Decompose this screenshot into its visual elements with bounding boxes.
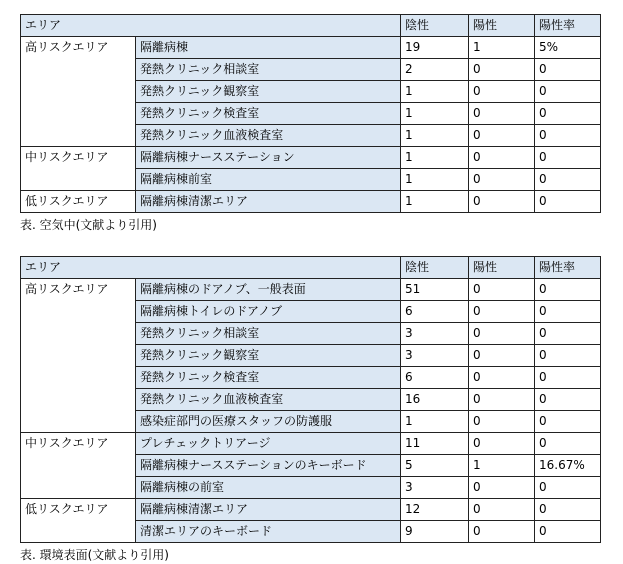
header-area: エリア	[21, 15, 401, 37]
positive-cell: 0	[469, 323, 535, 345]
place-cell: 発熱クリニック血液検査室	[136, 389, 401, 411]
table-row	[21, 37, 601, 59]
rate-cell: 0	[535, 499, 601, 521]
negative-cell: 2	[401, 59, 469, 81]
rate-cell: 0	[535, 125, 601, 147]
positive-cell: 0	[469, 103, 535, 125]
negative-cell: 11	[401, 433, 469, 455]
surface-sample-table	[20, 256, 601, 543]
place-cell: 隔離病棟トイレのドアノブ	[136, 301, 401, 323]
positive-cell: 1	[469, 37, 535, 59]
positive-cell: 0	[469, 521, 535, 543]
rate-cell: 0	[535, 301, 601, 323]
area-cell: 中リスクエリア	[21, 147, 136, 191]
place-cell: 感染症部門の医療スタッフの防護服	[136, 411, 401, 433]
negative-cell: 3	[401, 477, 469, 499]
air-sample-table	[20, 14, 601, 213]
place-cell: 発熱クリニック検査室	[136, 367, 401, 389]
table-row	[21, 499, 601, 521]
rate-cell: 0	[535, 323, 601, 345]
negative-cell: 3	[401, 323, 469, 345]
negative-cell: 1	[401, 103, 469, 125]
positive-cell: 0	[469, 81, 535, 103]
rate-cell: 0	[535, 433, 601, 455]
area-cell: 高リスクエリア	[21, 279, 136, 433]
negative-cell: 19	[401, 37, 469, 59]
header-positive-rate: 陽性率	[535, 257, 601, 279]
positive-cell: 0	[469, 345, 535, 367]
negative-cell: 1	[401, 125, 469, 147]
place-cell: 発熱クリニック観察室	[136, 345, 401, 367]
area-cell: 低リスクエリア	[21, 191, 136, 213]
header-positive: 陽性	[469, 257, 535, 279]
positive-cell: 0	[469, 279, 535, 301]
rate-cell: 0	[535, 191, 601, 213]
positive-cell: 0	[469, 433, 535, 455]
positive-cell: 0	[469, 191, 535, 213]
rate-cell: 0	[535, 103, 601, 125]
positive-cell: 0	[469, 389, 535, 411]
area-cell: 中リスクエリア	[21, 433, 136, 499]
rate-cell: 0	[535, 345, 601, 367]
header-area: エリア	[21, 257, 401, 279]
header-negative: 陰性	[401, 257, 469, 279]
place-cell: 隔離病棟前室	[136, 169, 401, 191]
negative-cell: 9	[401, 521, 469, 543]
place-cell: 清潔エリアのキーボード	[136, 521, 401, 543]
rate-cell: 0	[535, 147, 601, 169]
area-cell: 高リスクエリア	[21, 37, 136, 147]
place-cell: 隔離病棟清潔エリア	[136, 191, 401, 213]
negative-cell: 6	[401, 367, 469, 389]
place-cell: 発熱クリニック観察室	[136, 81, 401, 103]
place-cell: 発熱クリニック相談室	[136, 59, 401, 81]
table-header	[21, 15, 601, 37]
table-row	[21, 279, 601, 301]
negative-cell: 1	[401, 191, 469, 213]
negative-cell: 1	[401, 147, 469, 169]
negative-cell: 51	[401, 279, 469, 301]
area-cell: 低リスクエリア	[21, 499, 136, 543]
negative-cell: 1	[401, 169, 469, 191]
positive-cell: 0	[469, 125, 535, 147]
place-cell: 隔離病棟清潔エリア	[136, 499, 401, 521]
rate-cell: 16.67%	[535, 455, 601, 477]
rate-cell: 0	[535, 389, 601, 411]
negative-cell: 16	[401, 389, 469, 411]
negative-cell: 1	[401, 411, 469, 433]
rate-cell: 0	[535, 411, 601, 433]
table-row	[21, 433, 601, 455]
rate-cell: 0	[535, 81, 601, 103]
rate-cell: 5%	[535, 37, 601, 59]
table-caption: 表. 環境表面(文献より引用)	[20, 548, 169, 562]
place-cell: プレチェックトリアージ	[136, 433, 401, 455]
table-body	[21, 37, 601, 213]
header-row	[21, 257, 601, 279]
positive-cell: 0	[469, 59, 535, 81]
place-cell: 発熱クリニック血液検査室	[136, 125, 401, 147]
table-body	[21, 279, 601, 543]
table-row	[21, 147, 601, 169]
place-cell: 隔離病棟	[136, 37, 401, 59]
rate-cell: 0	[535, 279, 601, 301]
rate-cell: 0	[535, 521, 601, 543]
negative-cell: 1	[401, 81, 469, 103]
positive-cell: 0	[469, 367, 535, 389]
place-cell: 隔離病棟ナースステーション	[136, 147, 401, 169]
rate-cell: 0	[535, 367, 601, 389]
rate-cell: 0	[535, 477, 601, 499]
table-header	[21, 257, 601, 279]
header-positive: 陽性	[469, 15, 535, 37]
negative-cell: 6	[401, 301, 469, 323]
rate-cell: 0	[535, 59, 601, 81]
table-row	[21, 191, 601, 213]
rate-cell: 0	[535, 169, 601, 191]
header-positive-rate: 陽性率	[535, 15, 601, 37]
place-cell: 隔離病棟のドアノブ、一般表面	[136, 279, 401, 301]
header-negative: 陰性	[401, 15, 469, 37]
negative-cell: 5	[401, 455, 469, 477]
negative-cell: 3	[401, 345, 469, 367]
positive-cell: 0	[469, 499, 535, 521]
table-caption: 表. 空気中(文献より引用)	[20, 218, 157, 232]
negative-cell: 12	[401, 499, 469, 521]
header-row	[21, 15, 601, 37]
positive-cell: 0	[469, 477, 535, 499]
place-cell: 隔離病棟の前室	[136, 477, 401, 499]
positive-cell: 0	[469, 411, 535, 433]
positive-cell: 1	[469, 455, 535, 477]
positive-cell: 0	[469, 147, 535, 169]
positive-cell: 0	[469, 169, 535, 191]
place-cell: 発熱クリニック検査室	[136, 103, 401, 125]
place-cell: 発熱クリニック相談室	[136, 323, 401, 345]
positive-cell: 0	[469, 301, 535, 323]
place-cell: 隔離病棟ナースステーションのキーボード	[136, 455, 401, 477]
